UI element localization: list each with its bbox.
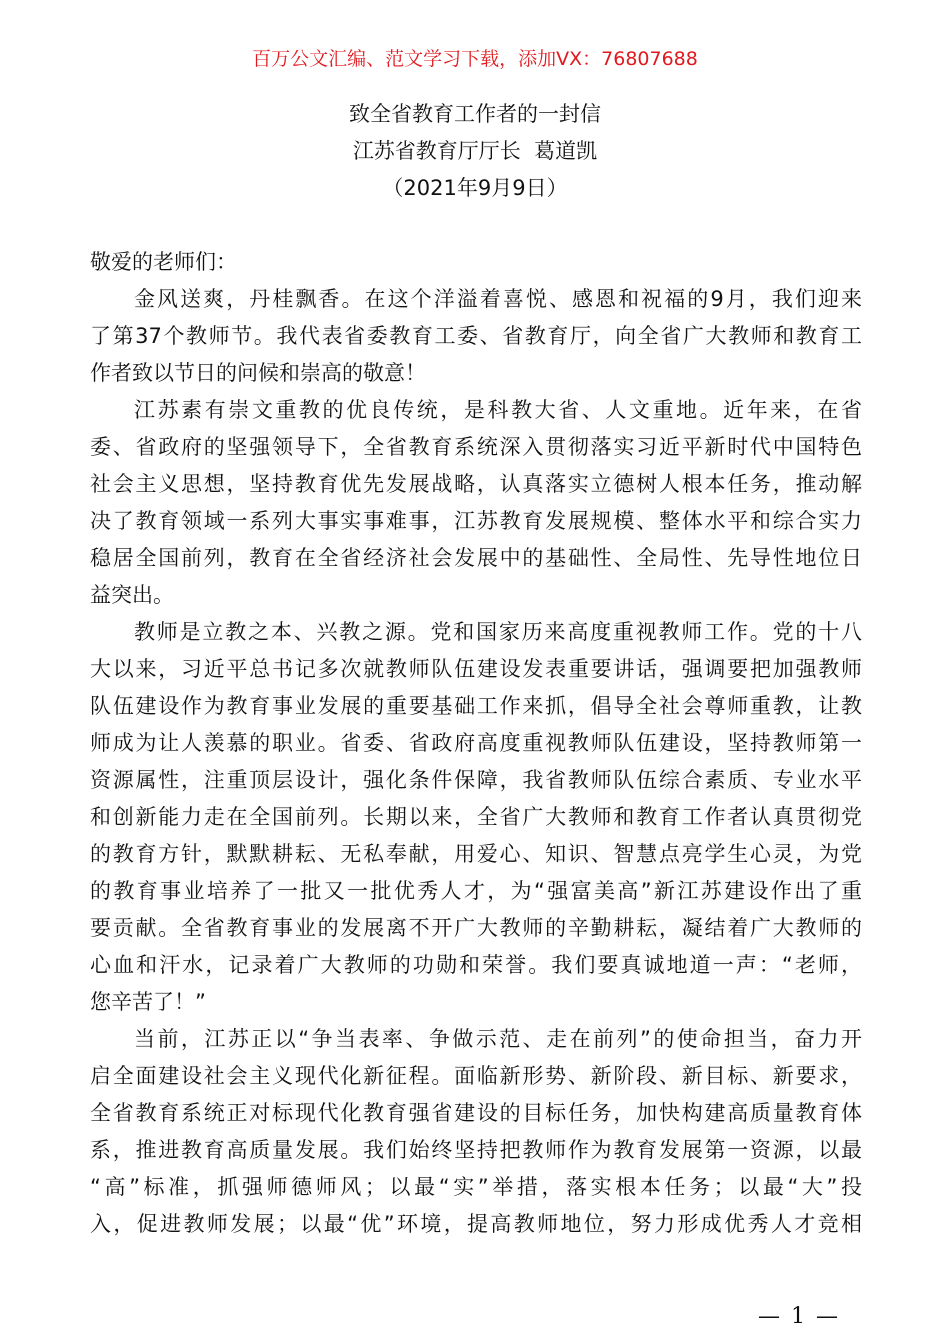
page-number: — 1 — <box>758 1304 840 1329</box>
paragraph-line: 江苏素有崇文重教的优良传统，是科教大省、人文重地。近年来，在省 <box>134 398 862 422</box>
paragraph-line: 师成为让人羡慕的职业。省委、省政府高度重视教师队伍建设，坚持教师第一 <box>90 731 862 755</box>
paragraph-line: 益突出。 <box>90 583 174 607</box>
download-banner: 百万公文汇编、范文学习下载，添加VX：76807688 <box>252 48 698 70</box>
paragraph-line: 的教育方针，默默耕耘、无私奉献，用爱心、知识、智慧点亮学生心灵，为党 <box>90 842 862 866</box>
paragraph-list <box>90 281 862 1243</box>
salutation: 敬爱的老师们： <box>90 250 237 274</box>
letter-title: 致全省教育工作者的一封信 <box>349 102 601 126</box>
letter-header <box>0 96 950 207</box>
paragraph <box>90 281 862 392</box>
paragraph-line: 社会主义思想，坚持教育优先发展战略，认真落实立德树人根本任务，推动解 <box>90 472 862 496</box>
paragraph-line: 的教育事业培养了一批又一批优秀人才，为“强富美高”新江苏建设作出了重 <box>90 879 862 903</box>
paragraph-line: 启全面建设社会主义现代化新征程。面临新形势、新阶段、新目标、新要求， <box>90 1064 862 1088</box>
paragraph-line: 作者致以节日的问候和崇高的敬意！ <box>90 361 426 385</box>
paragraph-line: 系，推进教育高质量发展。我们始终坚持把教师作为教育发展第一资源，以最 <box>90 1138 862 1162</box>
paragraph-line: 要贡献。全省教育事业的发展离不开广大教师的辛勤耕耘，凝结着广大教师的 <box>90 916 862 940</box>
paragraph <box>90 614 862 1021</box>
paragraph-line: 金风送爽，丹桂飘香。在这个洋溢着喜悦、感恩和祝福的9月，我们迎来 <box>134 287 862 311</box>
letter-date: （2021年9月9日） <box>382 176 568 200</box>
paragraph-line: 稳居全国前列，教育在全省经济社会发展中的基础性、全局性、先导性地位日 <box>90 546 862 570</box>
letter-body <box>90 244 862 1243</box>
paragraph-line: 了第37个教师节。我代表省委教育工委、省教育厅，向全省广大教师和教育工 <box>90 324 862 348</box>
paragraph-line: 教师是立教之本、兴教之源。党和国家历来高度重视教师工作。党的十八 <box>134 620 862 644</box>
paragraph-line: 您辛苦了！” <box>90 990 206 1014</box>
paragraph-line: 当前，江苏正以“争当表率、争做示范、走在前列”的使命担当，奋力开 <box>134 1027 862 1051</box>
paragraph-line: 资源属性，注重顶层设计，强化条件保障，我省教师队伍综合素质、专业水平 <box>90 768 862 792</box>
paragraph <box>90 1021 862 1243</box>
paragraph-line: 队伍建设作为教育事业发展的重要基础工作来抓，倡导全社会尊师重教，让教 <box>90 694 862 718</box>
paragraph-line: 心血和汗水，记录着广大教师的功勋和荣誉。我们要真诚地道一声：“老师， <box>90 953 862 977</box>
paragraph-line: 和创新能力走在全国前列。长期以来，全省广大教师和教育工作者认真贯彻党 <box>90 805 862 829</box>
paragraph-line: “高”标准，抓强师德师风；以最“实”举措，落实根本任务；以最“大”投 <box>90 1175 862 1199</box>
paragraph-line: 决了教育领域一系列大事实事难事，江苏教育发展规模、整体水平和综合实力 <box>90 509 862 533</box>
paragraph-line: 大以来，习近平总书记多次就教师队伍建设发表重要讲话，强调要把加强教师 <box>90 657 862 681</box>
paragraph-line: 委、省政府的坚强领导下，全省教育系统深入贯彻落实习近平新时代中国特色 <box>90 435 862 459</box>
paragraph-line: 全省教育系统正对标现代化教育强省建设的目标任务，加快构建高质量教育体 <box>90 1101 862 1125</box>
letter-author: 江苏省教育厅厅长 葛道凯 <box>352 139 598 163</box>
paragraph-line: 入，促进教师发展；以最“优”环境，提高教师地位，努力形成优秀人才竞相 <box>90 1212 862 1236</box>
paragraph <box>90 392 862 614</box>
